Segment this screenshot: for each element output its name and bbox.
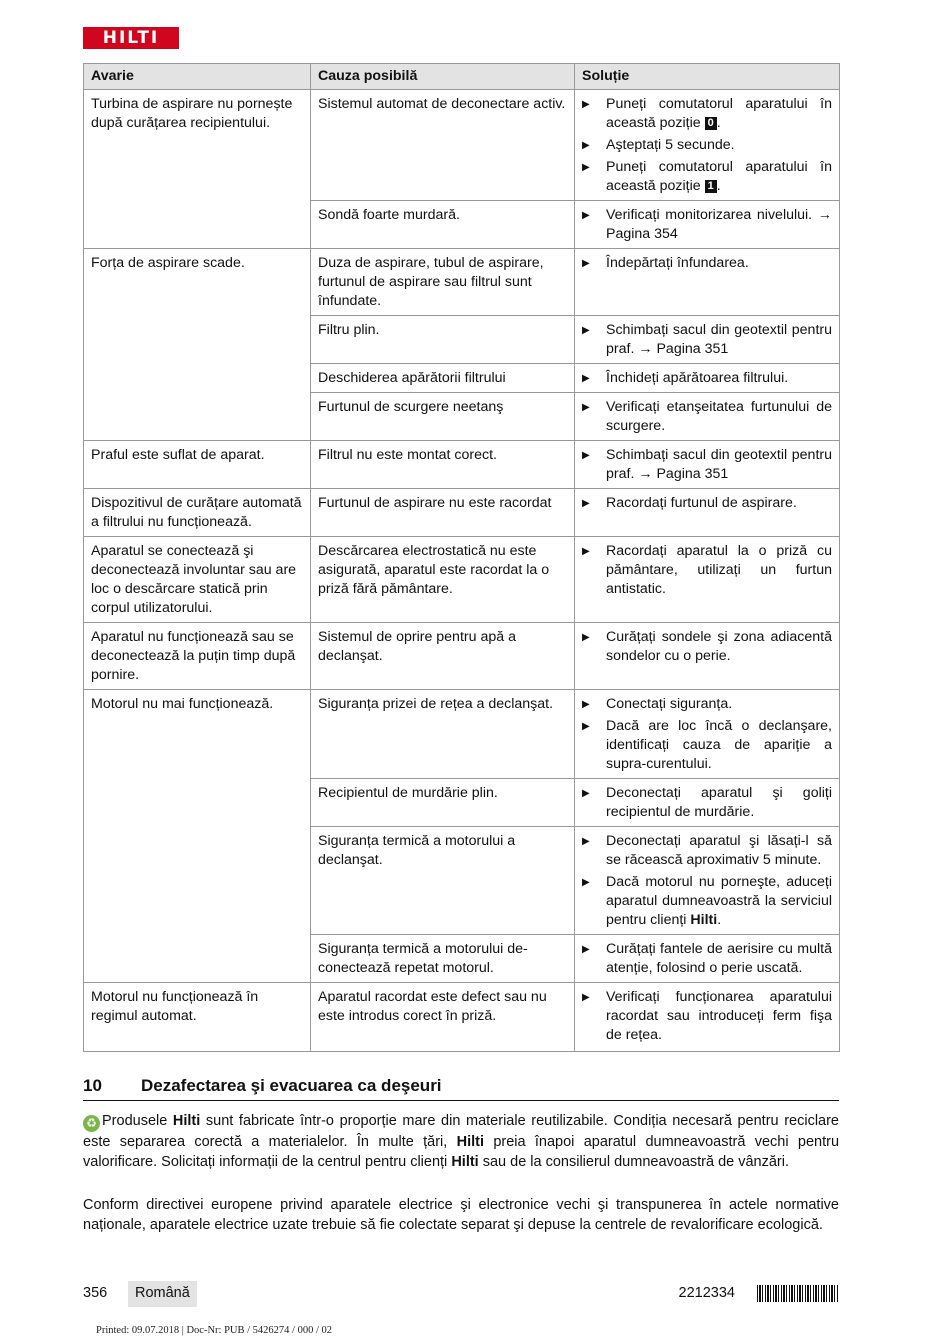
step-text: Schimbați sacul din geotextil pentru praf. → Pagina 351 xyxy=(606,447,832,482)
solution-step xyxy=(582,873,832,930)
triangle-bullet-icon: ▶ xyxy=(582,498,590,509)
solution-step xyxy=(582,832,832,870)
section-heading xyxy=(83,1076,839,1101)
triangle-bullet-icon: ▶ xyxy=(582,162,590,173)
triangle-bullet-icon: ▶ xyxy=(582,699,590,710)
brand-name: Hilti xyxy=(172,1113,201,1129)
page-number: 356 xyxy=(83,1285,108,1301)
step-text: Schimbați sacul din geotextil pentru praf. → Pagina 351 xyxy=(606,322,832,357)
switch-position-1-icon: 1 xyxy=(705,180,717,193)
cause-cell: Deschiderea apărătorii filtrului xyxy=(311,364,575,393)
troubleshooting-table xyxy=(83,63,840,1052)
cause-cell: Furtunul de scurgere neetanş xyxy=(311,393,575,441)
step-text: Racordați aparatul la o priză cu pământare, utilizați un furtun antistatic. xyxy=(606,543,832,597)
step-text: Verificați etanşeitatea furtunului de scurgere. xyxy=(606,399,832,434)
fault-cell: Praful este suflat de aparat. xyxy=(84,441,311,489)
recycling-paragraph xyxy=(83,1111,839,1172)
fault-cell: Aparatul se conectează şi deconectează involuntar sau are loc o descărcare statică prin corpul utilizatorului. xyxy=(84,537,311,623)
triangle-bullet-icon: ▶ xyxy=(582,632,590,643)
solution-step xyxy=(582,206,832,244)
solution-cell xyxy=(575,201,840,249)
table-row xyxy=(84,690,840,779)
cause-cell: Duza de aspirare, tubul de aspirare, furtunul de aspirare sau filtrul sunt înfundate. xyxy=(311,249,575,316)
triangle-bullet-icon: ▶ xyxy=(582,836,590,847)
brand-name: Hilti xyxy=(451,1154,479,1170)
triangle-bullet-icon: ▶ xyxy=(582,877,590,888)
cause-cell: Sondă foarte murdară. xyxy=(311,201,575,249)
step-text: Dacă are loc încă o declanşare, identificați cauza de apariție a supra-curentului. xyxy=(606,718,832,772)
solution-cell xyxy=(575,779,840,827)
solution-step xyxy=(582,628,832,666)
triangle-bullet-icon: ▶ xyxy=(582,546,590,557)
cause-cell: Furtunul de aspirare nu este racordat xyxy=(311,489,575,537)
solution-cell xyxy=(575,827,840,935)
step-text: Puneți comutatorul aparatului în această poziție xyxy=(606,96,832,131)
brand-name: Hilti xyxy=(690,912,718,928)
table-row xyxy=(84,249,840,316)
table-row xyxy=(84,537,840,623)
triangle-bullet-icon: ▶ xyxy=(582,373,590,384)
table-row xyxy=(84,983,840,1052)
solution-step xyxy=(582,136,832,155)
solution-step xyxy=(582,784,832,822)
fault-cell: Turbina de aspirare nu pornește după curățarea recipientului. xyxy=(84,90,311,249)
solution-step xyxy=(582,988,832,1045)
cause-cell: Sistemul de oprire pentru apă a declanşat. xyxy=(311,623,575,690)
switch-position-0-icon: 0 xyxy=(705,117,717,130)
step-text: Curățați sondele şi zona adiacentă sondelor cu o perie. xyxy=(606,629,832,664)
step-text: Puneți comutatorul aparatului în această poziție xyxy=(606,159,832,194)
triangle-bullet-icon: ▶ xyxy=(582,992,590,1003)
section-title: Dezafectarea şi evacuarea ca deşeuri xyxy=(141,1076,442,1095)
triangle-bullet-icon: ▶ xyxy=(582,258,590,269)
table-row xyxy=(84,489,840,537)
header-solution: Soluție xyxy=(575,64,840,90)
solution-cell xyxy=(575,90,840,201)
solution-cell xyxy=(575,364,840,393)
recycle-icon: ♻ xyxy=(83,1115,100,1132)
step-text: Deconectați aparatul şi lăsați-l să se răcească aproximativ 5 minute. xyxy=(606,833,832,868)
solution-step xyxy=(582,254,832,273)
solution-step xyxy=(582,446,832,484)
solution-step: ▶ Puneți comutatorul aparatului în această poziție 0 . xyxy=(582,96,832,131)
table-row xyxy=(84,90,840,201)
fault-cell: Motorul nu funcționează în regimul automat. xyxy=(84,983,311,1052)
weee-paragraph: Conform directivei europene privind aparatele electrice şi electronice vechi şi transpunerea în actele normative naționale, aparatele electrice uzate trebuie să fie colectate separat şi depuse la centrele de revalorificare ecologică. xyxy=(83,1197,839,1233)
cause-cell: Recipientul de murdărie plin. xyxy=(311,779,575,827)
triangle-bullet-icon: ▶ xyxy=(582,450,590,461)
header-fault: Avarie xyxy=(84,64,311,90)
triangle-bullet-icon: ▶ xyxy=(582,944,590,955)
print-info: Printed: 09.07.2018 | Doc-Nr: PUB / 5426274 / 000 / 02 xyxy=(96,1325,333,1336)
cause-cell: Siguranța termică a motorului deconectează repetat motorul. xyxy=(311,935,575,983)
table-header-row xyxy=(84,64,840,90)
cause-cell: Sistemul automat de deconectare activ. xyxy=(311,90,575,201)
fault-cell: Forța de aspirare scade. xyxy=(84,249,311,441)
step-text: Curățați fantele de aerisire cu multă atenție, folosind o perie uscată. xyxy=(606,941,832,976)
solution-cell xyxy=(575,623,840,690)
solution-step xyxy=(582,369,832,388)
triangle-bullet-icon: ▶ xyxy=(582,210,590,221)
recycling-text: Produsele Hilti sunt fabricate într-o proporție mare din materiale reutilizabile. Condiția necesară pentru reciclare este separarea corectă a materialelor. În multe țări, Hilti preia înapoi aparatul dumneavoastră vechi pentru valorificare. Solicitați informații de la centrul pentru clienți Hilti sau de la consilierul dumneavoastră de vânzări. xyxy=(83,1113,840,1170)
cause-cell: Aparatul racordat este defect sau nu este introdus corect în priză. xyxy=(311,983,575,1052)
solution-step xyxy=(582,542,832,599)
step-text: Dacă motorul nu porneşte, aduceți aparatul dumneavoastră la serviciul pentru clienți Hilti. xyxy=(606,874,832,928)
solution-step xyxy=(582,494,832,513)
solution-step xyxy=(582,717,832,774)
solution-cell xyxy=(575,249,840,316)
language-label: Română xyxy=(128,1281,197,1307)
step-text: Conectați siguranța. xyxy=(606,696,733,712)
barcode-icon xyxy=(757,1285,839,1302)
cause-cell: Siguranța prizei de rețea a declanşat. xyxy=(311,690,575,779)
step-text: Deconectați aparatul şi goliți recipientul de murdărie. xyxy=(606,785,832,820)
section-number: 10 xyxy=(83,1076,102,1095)
table-row xyxy=(84,623,840,690)
fault-cell: Motorul nu mai funcționează. xyxy=(84,690,311,983)
doc-number: 2212334 xyxy=(678,1285,735,1301)
triangle-bullet-icon: ▶ xyxy=(582,99,590,110)
step-text: Închideți apărătoarea filtrului. xyxy=(606,370,789,386)
step-text: Verificați funcționarea aparatului racordat sau introduceți ferm fişa de rețea. xyxy=(606,989,832,1043)
brand-name: Hilti xyxy=(456,1134,484,1150)
step-text: Aşteptați 5 secunde. xyxy=(606,137,735,153)
header-cause: Cauza posibilă xyxy=(311,64,575,90)
solution-cell xyxy=(575,316,840,364)
solution-cell xyxy=(575,983,840,1052)
fault-cell: Aparatul nu funcționează sau se deconectează la puțin timp după pornire. xyxy=(84,623,311,690)
triangle-bullet-icon: ▶ xyxy=(582,721,590,732)
solution-step xyxy=(582,398,832,436)
triangle-bullet-icon: ▶ xyxy=(582,788,590,799)
table-row xyxy=(84,441,840,489)
solution-cell xyxy=(575,935,840,983)
triangle-bullet-icon: ▶ xyxy=(582,402,590,413)
cause-cell: Siguranța termică a motorului a declanşat. xyxy=(311,827,575,935)
cause-cell: Filtrul nu este montat corect. xyxy=(311,441,575,489)
solution-cell xyxy=(575,537,840,623)
solution-step xyxy=(582,695,832,714)
triangle-bullet-icon: ▶ xyxy=(582,325,590,336)
step-text: Îndepărtați înfundarea. xyxy=(606,255,749,271)
solution-step xyxy=(582,321,832,359)
fault-cell: Dispozitivul de curățare automată a filtrului nu funcționează. xyxy=(84,489,311,537)
solution-cell xyxy=(575,690,840,779)
triangle-bullet-icon: ▶ xyxy=(582,140,590,151)
page-footer xyxy=(83,1281,839,1307)
step-text: Verificați monitorizarea nivelului. → Pagina 354 xyxy=(606,207,832,242)
cause-cell: Filtru plin. xyxy=(311,316,575,364)
hilti-logo: HILTI xyxy=(83,27,179,49)
step-text: Racordați furtunul de aspirare. xyxy=(606,495,797,511)
cause-cell: Descărcarea electrostatică nu este asigurată, aparatul este racordat la o priză fără pământare. xyxy=(311,537,575,623)
solution-cell xyxy=(575,441,840,489)
solution-cell xyxy=(575,489,840,537)
solution-step xyxy=(582,940,832,978)
solution-step: ▶ Puneți comutatorul aparatului în această poziție 1 . xyxy=(582,159,832,194)
solution-cell xyxy=(575,393,840,441)
